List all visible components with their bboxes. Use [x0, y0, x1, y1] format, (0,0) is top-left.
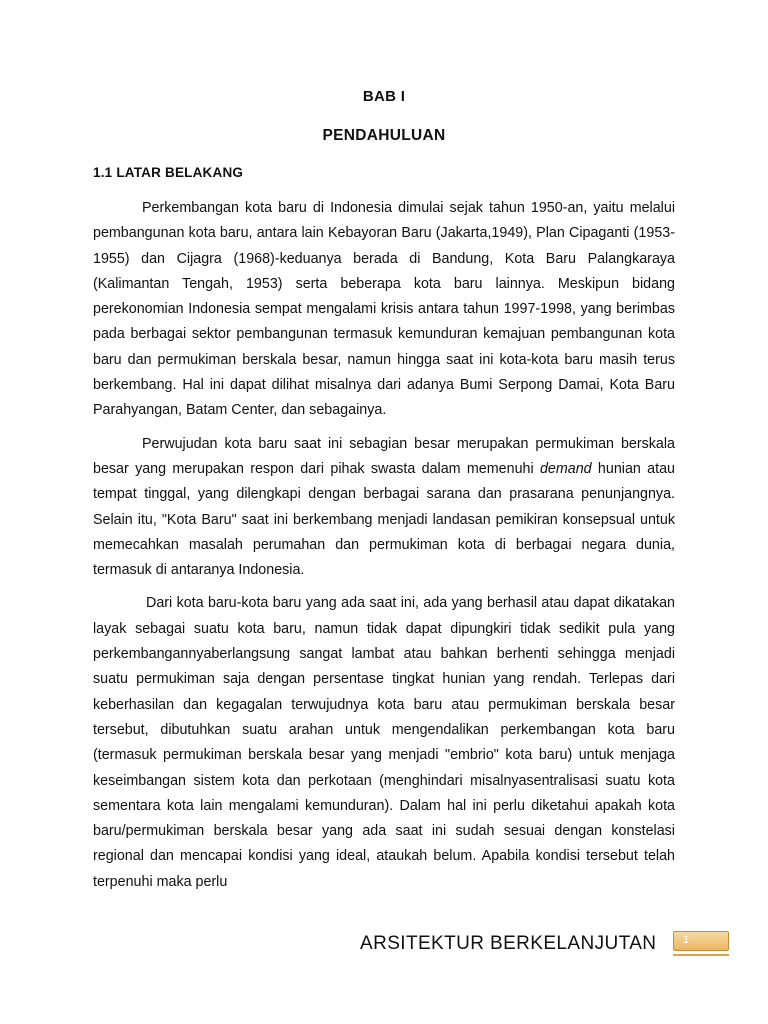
paragraph-2-text-after: hunian atau tempat tinggal, yang dilengkapi dengan berbagai sarana dan prasarana penunjangnya. Selain itu, "Kota Baru" saat ini berkembang menjadi landasan pemikiran konsepsual untuk memecahkan masalah perumahan dan permukiman kota di berbagai negara dunia, termasuk di antaranya Indonesia. — [93, 460, 675, 579]
paragraph-1: Perkembangan kota baru di Indonesia dimulai sejak tahun 1950-an, yaitu melalui pembangunan kota baru, antara lain Kebayoran Baru (Jakarta,1949), Plan Cipaganti (1953-1955) dan Cijagra (1968)-keduanya berada di Bandung, Kota Baru Palangkaraya (Kalimantan Tengah, 1953) serta beberapa kota baru lainnya. Meskipun bidang perekonomian Indonesia sempat mengalami krisis antara tahun 1997-1998, yang berimbas pada berbagai sektor pembangunan termasuk kemunduran kemajuan pembangunan kota baru dan permukiman berskala besar, namun hingga saat ini kota-kota baru masih terus berkembang. Hal ini dapat dilihat misalnya dari adanya Bumi Serpong Damai, Kota Baru Parahyangan, Batam Center, dan sebagainya. — [93, 200, 675, 419]
chapter-title: PENDAHULUAN — [322, 127, 446, 144]
paragraph-2 — [93, 432, 675, 584]
footer-accent-line — [673, 954, 729, 956]
page-number: 1 — [683, 934, 690, 946]
footer-label: ARSITEKTUR BERKELANJUTAN — [360, 933, 657, 954]
paragraph-2-text-before: Perwujudan kota baru saat ini sebagian besar merupakan permukiman berskala besar yang merupakan respon dari pihak swasta dalam memenuhi — [93, 435, 675, 477]
body-text — [93, 196, 675, 903]
paragraph-3: Dari kota baru-kota baru yang ada saat ini, ada yang berhasil atau dapat dikatakan layak sebagai suatu kota baru, namun tidak dapat dipungkiri tidak sedikit pula yang perkembangannyaberlangsung sangat lambat atau bahkan berhenti sehingga menjadi suatu permukiman saja dengan persentase tingkat hunian yang rendah. Terlepas dari keberhasilan dan kegagalan terwujudnya kota baru atau permukiman berskala besar tersebut, dibutuhkan suatu arahan untuk mengendalikan perkembangan kota baru (termasuk permukiman berskala besar yang menjadi "embrio" kota baru) untuk menjaga keseimbangan sistem kota dan perkotaan (menghindari misalnyasentralisasi suatu kota sementara kota lain mengalami kemunduran). Dalam hal ini perlu diketahui apakah kota baru/permukiman berskala besar yang ada saat ini sudah sesuai dengan konstelasi regional dan mencapai kondisi yang ideal, ataukah belum. Apabila kondisi tersebut telah terpenuhi maka perlu — [93, 595, 675, 890]
paragraph-2-emphasis: demand — [539, 460, 592, 477]
page-number-badge — [673, 931, 729, 951]
chapter-heading: BAB I — [362, 88, 406, 105]
section-heading: 1.1 LATAR BELAKANG — [93, 165, 244, 180]
